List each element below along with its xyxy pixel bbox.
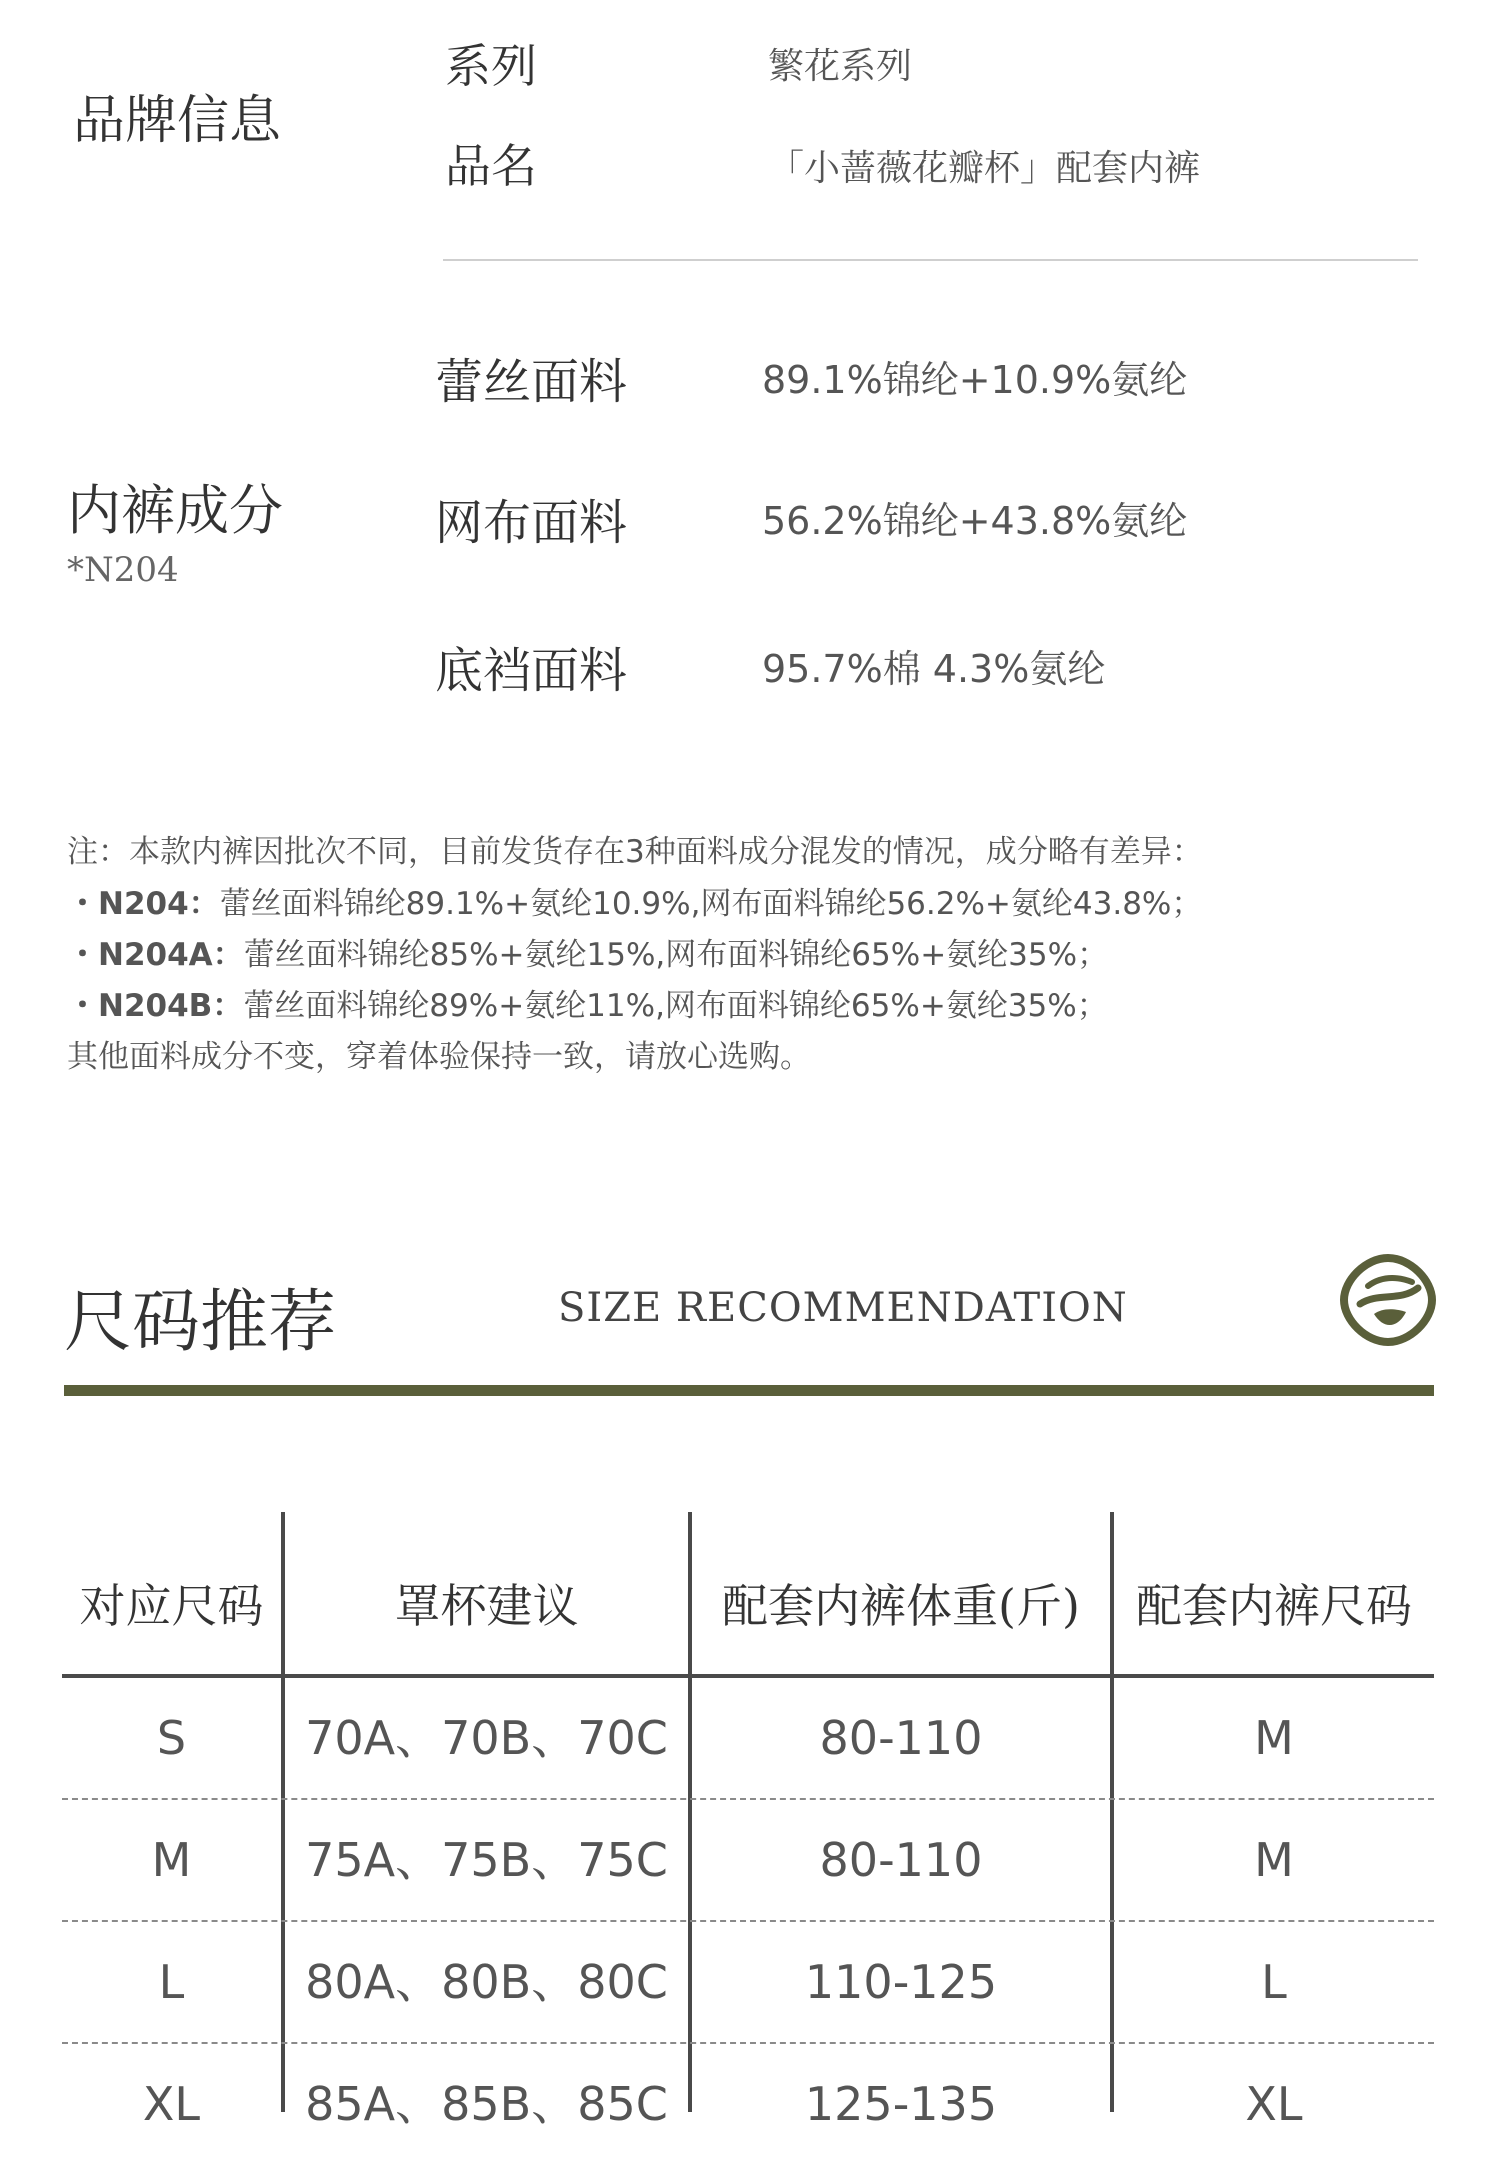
table-cell: 70A、70B、70C (305, 1711, 668, 1765)
table-cell: L (1261, 1955, 1287, 2009)
composition-title: 内裤成分 (67, 479, 283, 542)
note-line-n204a (67, 929, 1108, 974)
note-code: ・N204： (67, 886, 220, 922)
table-cell: 125-135 (804, 2077, 998, 2131)
table-cell: M (1254, 1833, 1294, 1887)
brand-info-title: 品牌信息 (73, 91, 282, 151)
fabric-value-mesh: 56.2%锦纶+43.8%氨纶 (762, 499, 1188, 543)
fabric-value-lace: 89.1%锦纶+10.9%氨纶 (762, 358, 1188, 402)
table-cell: 80-110 (819, 1833, 983, 1887)
note-line-n204 (67, 878, 1202, 923)
note-code: ・N204A： (67, 937, 244, 973)
table-header-cup: 罩杯建议 (394, 1579, 579, 1633)
note-code: ・N204B： (67, 988, 244, 1024)
table-header-size: 对应尺码 (79, 1579, 264, 1633)
series-value: 繁花系列 (768, 46, 913, 87)
table-row (62, 2044, 1434, 2166)
table-row (62, 1922, 1434, 2044)
size-section-accent-bar (64, 1385, 1434, 1396)
table-cell: S (156, 1711, 187, 1765)
table-cell: 75A、75B、75C (305, 1833, 668, 1887)
fabric-label-gusset: 底裆面料 (435, 643, 628, 699)
note-text: 蕾丝面料锦纶89%+氨纶11%,网布面料锦纶65%+氨纶35%； (243, 988, 1108, 1024)
table-cell: M (151, 1833, 192, 1887)
note-text: 蕾丝面料锦纶85%+氨纶15%,网布面料锦纶65%+氨纶35%； (243, 937, 1109, 973)
table-header-brief-size: 配套内裤尺码 (1136, 1579, 1412, 1633)
table-row (62, 1800, 1434, 1922)
note-outro: 其他面料成分不变，穿着体验保持一致，请放心选购。 (67, 1039, 811, 1075)
note-intro: 注：本款内裤因批次不同，目前发货存在3种面料成分混发的情况，成分略有差异： (67, 834, 1203, 870)
note-text: 蕾丝面料锦纶89.1%+氨纶10.9%,网布面料锦纶56.2%+氨纶43.8%； (219, 886, 1203, 922)
fabric-label-mesh: 网布面料 (435, 495, 628, 551)
composition-code: *N204 (67, 550, 179, 590)
table-cell: 110-125 (804, 1955, 998, 2009)
product-name-label: 品名 (445, 139, 537, 193)
table-header-weight: 配套内裤体重(斤) (722, 1579, 1080, 1633)
fabric-label-lace: 蕾丝面料 (435, 354, 628, 410)
table-cell: M (1254, 1711, 1294, 1765)
table-row (62, 1678, 1434, 1800)
product-name-value: 「小蔷薇花瓣杯」配套内裤 (768, 148, 1201, 189)
series-label: 系列 (445, 39, 537, 93)
size-section-subtitle: SIZE RECOMMENDATION (558, 1285, 1128, 1331)
table-cell: L (158, 1955, 185, 2009)
note-line-n204b (67, 980, 1108, 1025)
table-cell: 85A、85B、85C (305, 2077, 668, 2131)
brand-divider (443, 259, 1418, 261)
table-cell: 80-110 (819, 1711, 983, 1765)
table-cell: XL (1245, 2077, 1303, 2131)
size-section-title: 尺码推荐 (64, 1283, 337, 1362)
table-cell: 80A、80B、80C (305, 1955, 668, 2009)
table-cell: XL (142, 2077, 201, 2131)
fabric-value-gusset: 95.7%棉 4.3%氨纶 (762, 647, 1106, 691)
s-leaf-badge-icon (1338, 1252, 1438, 1348)
